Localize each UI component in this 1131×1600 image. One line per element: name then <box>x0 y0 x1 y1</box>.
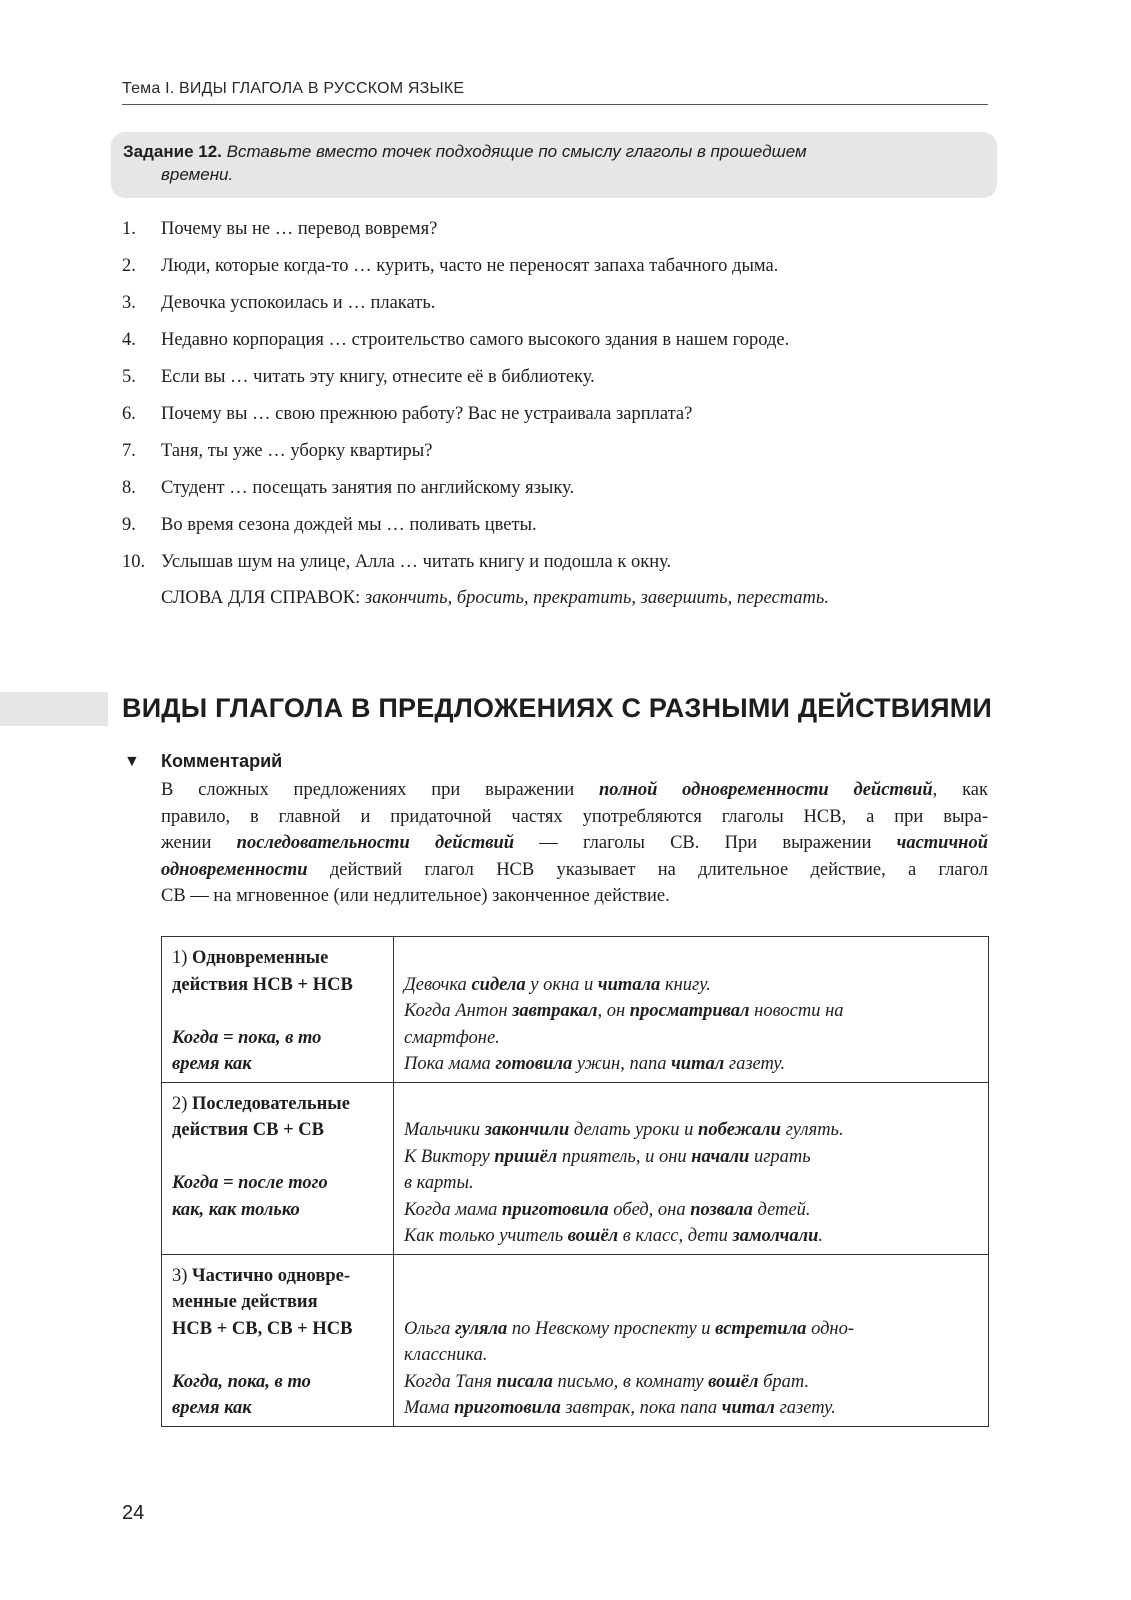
comment-text: действий глагол НСВ указывает на длительное действие, а глагол <box>307 859 988 880</box>
reference-words <box>161 588 829 609</box>
verb-emphasis: завтракал <box>512 1001 598 1021</box>
comment-emphasis: частичной <box>896 833 988 853</box>
comment-line <box>161 857 988 884</box>
verb-emphasis: побежали <box>698 1120 781 1140</box>
item-number: 6. <box>122 404 136 424</box>
rule-heading <box>172 1091 383 1118</box>
rule-cell <box>162 937 394 1083</box>
task-text-cont: времени. <box>161 165 234 184</box>
rule-heading-text: действия НСВ + НСВ <box>172 974 353 995</box>
rule-heading-text: Одновременные <box>192 948 329 968</box>
example-sentence: К Виктору пришёл приятель, и они начали играть <box>404 1146 811 1167</box>
examples-cell <box>394 937 989 1083</box>
rule-heading-text: действия СВ + СВ <box>172 1120 325 1140</box>
comment-line <box>161 830 988 857</box>
example-sentence: Мальчики закончили делать уроки и побежали гулять. <box>404 1120 844 1140</box>
item-text: Почему вы не … перевод вовремя? <box>161 219 438 239</box>
table-row <box>162 937 989 1083</box>
example-sentence: смартфоне. <box>404 1027 500 1048</box>
list-item <box>122 401 1002 438</box>
rule-heading-text: менные действия <box>172 1292 318 1312</box>
verb-emphasis: приготовила <box>502 1199 609 1220</box>
item-number: 4. <box>122 330 136 350</box>
page-number: 24 <box>122 1502 145 1524</box>
exercise-list <box>122 216 1002 586</box>
comment-line: правило, в главной и придаточной частях употребляются глаголы НСВ, а при выра- <box>161 806 988 827</box>
verb-emphasis: пришёл <box>494 1146 558 1167</box>
verb-emphasis: готовила <box>495 1054 573 1074</box>
reference-words-label: СЛОВА ДЛЯ СПРАВОК: <box>161 588 361 608</box>
item-number: 7. <box>122 441 136 461</box>
verb-emphasis: замолчали <box>732 1226 819 1246</box>
list-item <box>122 438 1002 475</box>
rule-conjunctions: время как <box>172 1054 252 1074</box>
example-sentence: Когда мама приготовила обед, она позвала детей. <box>404 1199 811 1220</box>
item-text: Студент … посещать занятия по английскому языку. <box>161 478 575 498</box>
verb-emphasis: закончили <box>484 1120 570 1140</box>
table-row <box>162 1082 989 1254</box>
verb-emphasis: вошёл <box>708 1371 759 1392</box>
example-sentence: Как только учитель вошёл в класс, дети замолчали. <box>404 1226 824 1246</box>
comment-emphasis: полной одновременности действий <box>598 780 933 800</box>
item-text: Почему вы … свою прежнюю работу? Вас не устраивала зарплата? <box>161 404 693 424</box>
comment-text: , как <box>932 780 988 800</box>
rule-conjunctions: время как <box>172 1398 252 1418</box>
verb-emphasis: писала <box>496 1371 553 1392</box>
rule-conjunctions: Когда = пока, в то <box>172 1027 322 1048</box>
comment-line: СВ — на мгновенное (или недлительное) законченное действие. <box>161 886 670 906</box>
rule-number: 3) <box>172 1265 188 1286</box>
verb-emphasis: гуляла <box>454 1318 508 1339</box>
item-number: 2. <box>122 256 136 276</box>
list-item <box>122 364 1002 401</box>
example-sentence: Девочка сидела у окна и читала книгу. <box>404 974 711 995</box>
example-sentence: Мама приготовила завтрак, пока папа читал газету. <box>404 1398 836 1418</box>
item-text: Если вы … читать эту книгу, отнесите её в библиотеку. <box>161 367 595 387</box>
rule-heading-text: НСВ + СВ, СВ + НСВ <box>172 1318 353 1339</box>
comment-text: жении <box>161 833 237 853</box>
examples-cell <box>394 1082 989 1254</box>
item-text: Таня, ты уже … уборку квартиры? <box>161 441 433 461</box>
comment-emphasis: одновременности <box>161 859 308 880</box>
rule-conjunctions: Когда = после того <box>172 1173 328 1193</box>
example-sentence: Ольга гуляла по Невскому проспекту и встретила одно- <box>404 1318 855 1339</box>
example-sentence: Когда Антон завтракал, он просматривал новости на <box>404 1001 844 1021</box>
item-number: 10. <box>122 552 146 572</box>
comment-emphasis: последовательности действий <box>236 833 515 853</box>
item-number: 1. <box>122 219 136 239</box>
rule-cell <box>162 1254 394 1426</box>
verb-emphasis: начали <box>691 1146 750 1167</box>
verb-emphasis: читала <box>597 974 661 995</box>
verb-emphasis: приготовила <box>454 1398 561 1418</box>
rule-heading <box>172 1263 383 1290</box>
task-label: Задание 12. <box>123 142 222 161</box>
list-item <box>122 327 1002 364</box>
examples-cell <box>394 1254 989 1426</box>
task-box <box>111 132 997 198</box>
example-sentence: классника. <box>404 1345 488 1365</box>
comment-heading: Комментарий <box>161 751 283 771</box>
list-item <box>122 253 1002 290</box>
table-row <box>162 1254 989 1426</box>
verb-emphasis: вошёл <box>567 1226 619 1246</box>
reference-words-list: закончить, бросить, прекратить, завершить, перестать. <box>364 588 829 608</box>
section-side-bar <box>0 692 108 726</box>
item-number: 3. <box>122 293 136 313</box>
list-item <box>122 512 1002 549</box>
rule-heading-text: Частично одновре- <box>192 1265 350 1286</box>
comment-body <box>161 777 988 910</box>
item-text: Люди, которые когда-то … курить, часто не переносят запаха табачного дыма. <box>161 256 779 276</box>
list-item <box>122 216 1002 253</box>
rule-number: 1) <box>172 948 188 968</box>
verb-emphasis: читал <box>721 1398 775 1418</box>
rule-number: 2) <box>172 1093 188 1114</box>
item-text: Недавно корпорация … строительство самого высокого здания в нашем городе. <box>161 330 790 350</box>
list-item <box>122 475 1002 512</box>
comment-line <box>161 777 988 804</box>
verb-emphasis: встретила <box>715 1318 807 1339</box>
rule-cell <box>162 1082 394 1254</box>
list-item <box>122 549 1002 586</box>
rule-heading-text: Последовательные <box>192 1093 350 1114</box>
rules-table <box>161 936 989 1427</box>
item-text: Услышав шум на улице, Алла … читать книгу и подошла к окну. <box>161 552 672 572</box>
verb-emphasis: просматривал <box>629 1001 750 1021</box>
item-number: 8. <box>122 478 136 498</box>
section-title: ВИДЫ ГЛАГОЛА В ПРЕДЛОЖЕНИЯХ С РАЗНЫМИ ДЕЙСТВИЯМИ <box>122 693 993 723</box>
running-head: Тема I. ВИДЫ ГЛАГОЛА В РУССКОМ ЯЗЫКЕ <box>122 80 988 105</box>
task-text: Вставьте вместо точек подходящие по смыслу глаголы в прошедшем <box>226 142 807 161</box>
verb-emphasis: сидела <box>471 974 526 995</box>
verb-emphasis: позвала <box>690 1199 753 1220</box>
comment-text: — глаголы СВ. При выражении <box>514 833 897 853</box>
item-text: Во время сезона дождей мы … поливать цветы. <box>161 515 537 535</box>
rule-conjunctions: как, как только <box>172 1199 300 1220</box>
triangle-down-icon: ▼ <box>124 753 140 770</box>
list-item <box>122 290 1002 327</box>
example-sentence: Пока мама готовила ужин, папа читал газету. <box>404 1054 786 1074</box>
item-number: 5. <box>122 367 136 387</box>
item-text: Девочка успокоилась и … плакать. <box>161 293 436 313</box>
comment-text: В сложных предложениях при выражении <box>161 780 599 800</box>
item-number: 9. <box>122 515 136 535</box>
example-sentence: Когда Таня писала письмо, в комнату вошёл брат. <box>404 1371 810 1392</box>
rule-heading <box>172 945 383 972</box>
verb-emphasis: читал <box>671 1054 725 1074</box>
example-sentence: в карты. <box>404 1173 474 1193</box>
rule-conjunctions: Когда, пока, в то <box>172 1371 311 1392</box>
